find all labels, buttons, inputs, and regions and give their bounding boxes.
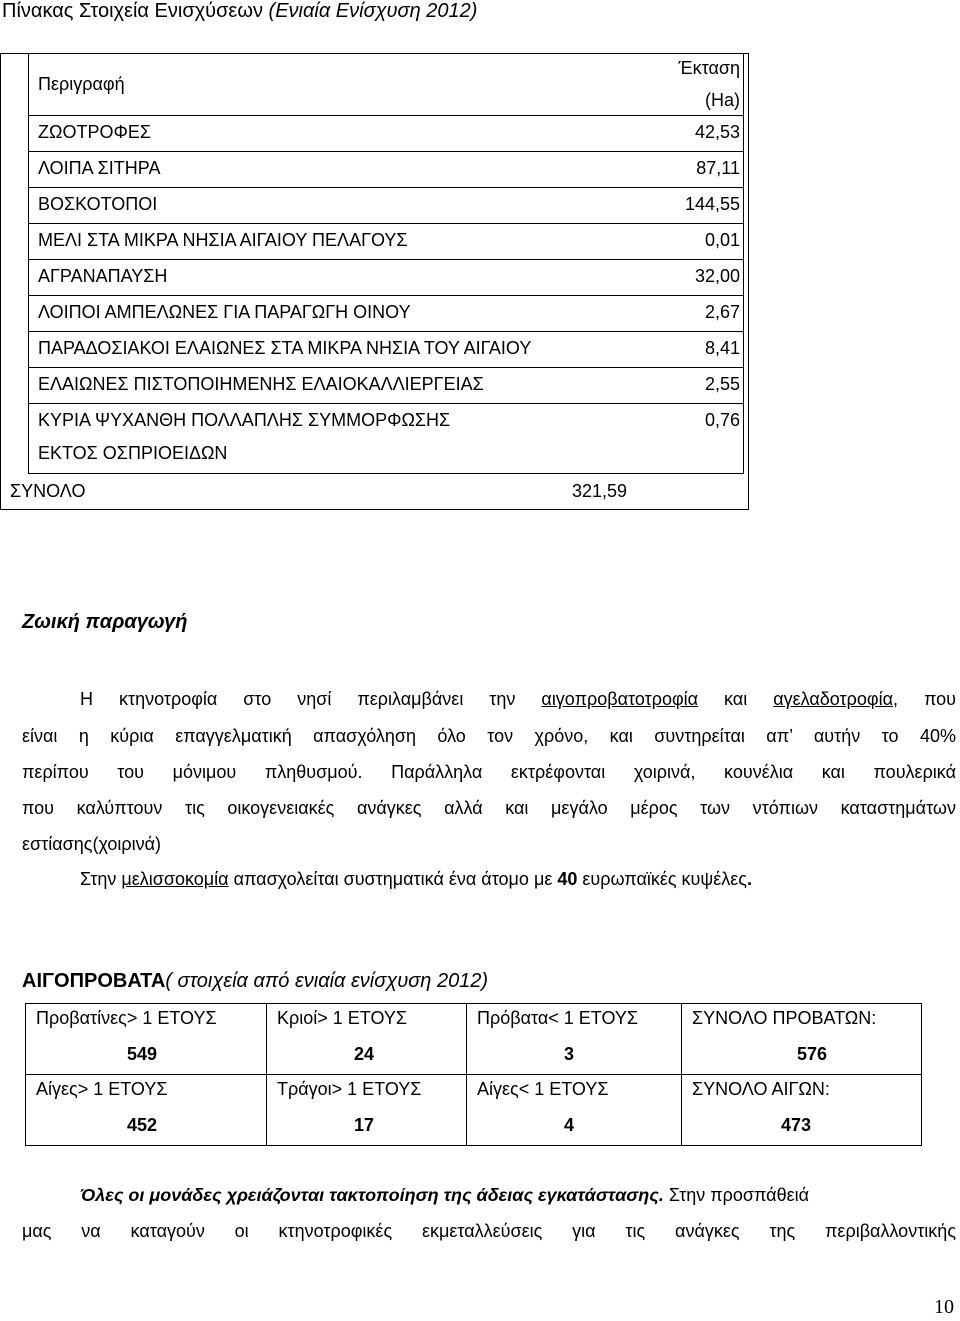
link-cattle-farming[interactable]: αγελαδοτροφία bbox=[773, 689, 893, 709]
table-cell bbox=[466, 1074, 681, 1145]
cell-label: Αίγες< 1 ΕΤΟΥΣ bbox=[477, 1079, 609, 1099]
row-area: 87,11 bbox=[696, 158, 740, 178]
row-description: ΚΥΡΙΑ ΨΥΧΑΝΘΗ ΠΟΛΛΑΠΛΗΣ ΣΥΜΜΟΡΦΩΣΗΣ bbox=[38, 410, 451, 430]
row-description: ΛΟΙΠΟΙ ΑΜΠΕΛΩΝΕΣ ΓΙΑ ΠΑΡΑΓΩΓΗ ΟΙΝΟΥ bbox=[38, 302, 411, 322]
cell-value: 549 bbox=[127, 1044, 158, 1064]
table-cell bbox=[266, 1074, 466, 1145]
section-heading-livestock: Ζωική παραγωγή bbox=[22, 611, 188, 633]
closing-bold-text: Όλες οι μονάδες χρειάζονται τακτοποίηση της άδειας εγκατάστασης. bbox=[80, 1185, 664, 1205]
paragraph-line: που καλύπτουν τις οικογενειακές ανάγκες αλλά και μεγάλο μέρος των ντόπιων καταστημάτων bbox=[22, 798, 956, 818]
table-cell bbox=[25, 1074, 266, 1145]
link-beekeeping[interactable]: μελισσοκομία bbox=[121, 869, 229, 889]
table-row bbox=[28, 367, 744, 403]
page-title bbox=[2, 0, 477, 23]
cell-label: Προβατίνες> 1 ΕΤΟΥΣ bbox=[36, 1008, 217, 1028]
support-table-header bbox=[28, 53, 744, 115]
row-area: 32,00 bbox=[694, 266, 740, 286]
closing-text: Στην προσπάθειά bbox=[663, 1185, 810, 1205]
row-area: 2,67 bbox=[704, 302, 740, 322]
paragraph-line: είναι η κύρια επαγγελματική απασχόληση όλο τον χρόνο, και συντηρείται απ’ αυτήν το 40% bbox=[22, 726, 956, 746]
table-row bbox=[28, 187, 744, 223]
text-span: ευρωπαϊκές κυψέλες bbox=[577, 869, 747, 889]
row-area: 144,55 bbox=[684, 194, 740, 214]
paragraph-line bbox=[80, 869, 752, 890]
row-description: ΛΟΙΠΑ ΣΙΤΗΡΑ bbox=[38, 158, 161, 178]
text-span: Στην bbox=[80, 869, 122, 889]
row-description: ΖΩΟΤΡΟΦΕΣ bbox=[38, 122, 151, 142]
support-table bbox=[0, 53, 749, 509]
table-cell bbox=[466, 1003, 681, 1074]
table-cell bbox=[681, 1074, 921, 1145]
cell-value: 3 bbox=[564, 1044, 575, 1064]
row-area: 0,01 bbox=[704, 230, 740, 250]
cell-label: ΣΥΝΟΛΟ ΠΡΟΒΑΤΩΝ: bbox=[692, 1008, 877, 1028]
link-goat-sheep-farming[interactable]: αιγοπροβατοτροφία bbox=[541, 689, 699, 709]
row-area: 2,55 bbox=[704, 374, 740, 394]
header-description: Περιγραφή bbox=[38, 74, 125, 94]
table-row bbox=[28, 115, 744, 151]
text-span: απασχολείται συστηματικά ένα άτομο με bbox=[228, 869, 558, 889]
table-row bbox=[28, 223, 744, 259]
table-row bbox=[28, 331, 744, 367]
closing-line-1 bbox=[80, 1185, 809, 1206]
cell-value: 17 bbox=[354, 1115, 375, 1135]
cell-label: Πρόβατα< 1 ΕΤΟΥΣ bbox=[477, 1008, 639, 1028]
total-value: 321,59 bbox=[572, 481, 628, 501]
cell-value: 4 bbox=[564, 1115, 575, 1135]
cell-value: 452 bbox=[127, 1115, 158, 1135]
row-description: ΜΕΛΙ ΣΤΑ ΜΙΚΡΑ ΝΗΣΙΑ ΑΙΓΑΙΟΥ ΠΕΛΑΓΟΥΣ bbox=[38, 230, 408, 250]
paragraph-line: εστίασης(χοιρινά) bbox=[22, 834, 162, 854]
table-row bbox=[28, 259, 744, 295]
page-title-main: Πίνακας Στοιχεία Ενισχύσεων bbox=[2, 0, 269, 22]
table-row bbox=[28, 403, 744, 473]
table-row bbox=[28, 151, 744, 187]
goats-sheep-heading-italic: ( στοιχεία από ενιαία ενίσχυση 2012) bbox=[165, 970, 489, 992]
text-period: . bbox=[746, 869, 752, 889]
header-area-line1: Έκταση bbox=[678, 58, 740, 78]
row-description: ΑΓΡΑΝΑΠΑΥΣΗ bbox=[38, 266, 168, 286]
page-number: 10 bbox=[934, 1296, 954, 1318]
cell-value: 576 bbox=[797, 1044, 828, 1064]
goats-sheep-heading bbox=[22, 970, 488, 993]
page-title-subtitle: (Ενιαία Ενίσχυση 2012) bbox=[268, 0, 478, 22]
cell-value: 473 bbox=[781, 1115, 812, 1135]
goats-sheep-heading-bold: ΑΙΓΟΠΡΟΒΑΤΑ bbox=[22, 970, 166, 992]
cell-label: Αίγες> 1 ΕΤΟΥΣ bbox=[36, 1079, 168, 1099]
row-area: 42,53 bbox=[694, 122, 740, 142]
cell-label: Τράγοι> 1 ΕΤΟΥΣ bbox=[277, 1079, 422, 1099]
row-description-line2: ΕΚΤΟΣ ΟΣΠΡΙΟΕΙΔΩΝ bbox=[38, 443, 228, 463]
header-area-line2: (Ha) bbox=[705, 90, 740, 110]
row-description: ΠΑΡΑΔΟΣΙΑΚΟΙ ΕΛΑΙΩΝΕΣ ΣΤΑ ΜΙΚΡΑ ΝΗΣΙΑ ΤΟΥ ΑΙΓΑΙΟΥ bbox=[38, 338, 532, 358]
cell-label: Κριοί> 1 ΕΤΟΥΣ bbox=[277, 1008, 408, 1028]
row-description: ΒΟΣΚΟΤΟΠΟΙ bbox=[38, 194, 158, 214]
table-cell bbox=[681, 1003, 921, 1074]
text-span: , που bbox=[892, 689, 956, 709]
closing-line-2: μας να καταγούν οι κτηνοτροφικές εκμεταλλεύσεις για τις ανάγκες της περιβαλλοντικής bbox=[22, 1221, 956, 1241]
text-span: Η κτηνοτροφία στο νησί περιλαμβάνει την bbox=[80, 689, 542, 709]
row-description: ΕΛΑΙΩΝΕΣ ΠΙΣΤΟΠΟΙΗΜΕΝΗΣ ΕΛΑΙΟΚΑΛΛΙΕΡΓΕΙΑΣ bbox=[38, 374, 484, 394]
cell-label: ΣΥΝΟΛΟ ΑΙΓΩΝ: bbox=[692, 1079, 830, 1099]
table-cell bbox=[25, 1003, 266, 1074]
paragraph-line: περίπου του μόνιμου πληθυσμού. Παράλληλα εκτρέφονται χοιρινά, κουνέλια και πουλερικά bbox=[22, 762, 956, 782]
hive-count: 40 bbox=[557, 869, 578, 889]
cell-value: 24 bbox=[354, 1044, 375, 1064]
table-cell bbox=[266, 1003, 466, 1074]
goats-sheep-table bbox=[25, 1003, 922, 1145]
row-area: 0,76 bbox=[704, 410, 740, 430]
paragraph-line bbox=[80, 689, 956, 710]
table-row bbox=[28, 295, 744, 331]
total-label: ΣΥΝΟΛΟ bbox=[10, 481, 86, 501]
row-area: 8,41 bbox=[704, 338, 740, 358]
text-span: και bbox=[698, 689, 774, 709]
